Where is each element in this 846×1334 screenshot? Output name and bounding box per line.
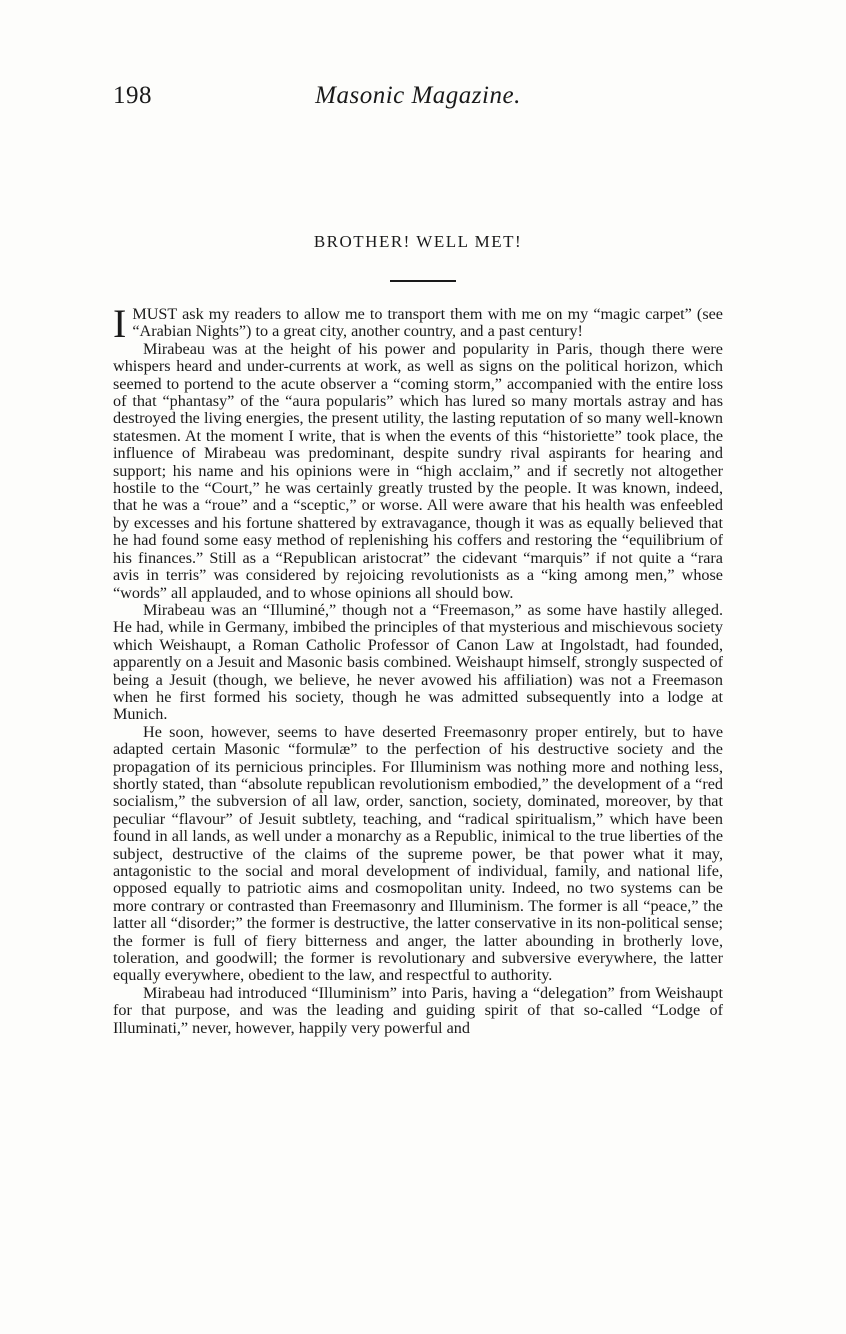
running-title: Masonic Magazine. (315, 82, 521, 109)
paragraph-5: Mirabeau had introduced “Illuminism” into Paris, having a “delegation” from Weishaupt for that purpose, and was the leading and guiding spirit of that so-called “Lodge of Illuminati,” never, however, happily very powerful and (113, 983, 723, 1037)
page-number: 198 (113, 82, 152, 109)
article-title: BROTHER! WELL MET! (313, 232, 523, 251)
drop-cap: I (113, 301, 127, 346)
paragraph-2: Mirabeau was at the height of his power and popularity in Paris, though there were whispers heard and under-currents at work, as well as signs on the political horizon, which seemed to portend to the acute observer a “coming storm,” accompanied with the entire loss of that “phantasy” of the “aura popularis” which has lured so many mortals astray and has destroyed the living energies, the present utility, the lasting reputation of so many well-known statesmen. At the moment I write, that is when the events of this “historiette” took place, the influence of Mirabeau was predominant, despite sundry rival aspirants for hearing and support; his name and his opinions were in “high acclaim,” and if secretly not altogether hostile to the “Court,” he was certainly greatly trusted by the people. It was known, indeed, that he was a “roue” and a “sceptic,” or worse. All were aware that his health was enfeebled by excesses and his fortune shattered by extravagance, though it was as equally believed that he had found some easy method of replenishing his coffers and restoring the “equilibrium of his finances.” Still as a “Republican aristocrat” the cidevant “marquis” if not quite a “rara avis in terris” was considered by rejoicing revolutionists as a “king among men,” whose “words” all applauded, and to whose opinions all should bow. (113, 339, 723, 602)
page-header (113, 82, 723, 122)
paragraph-1 (113, 301, 723, 346)
title-rule (390, 280, 456, 282)
paragraph-3: Mirabeau was an “Illuminé,” though not a “Freemason,” as some have hastily alleged. He had, while in Germany, imbibed the principles of that mysterious and mischievous society which Weishaupt, a Roman Catholic Professor of Canon Law at Ingolstadt, had founded, apparently on a Jesuit and Masonic basis combined. Weishaupt himself, strongly suspected of being a Jesuit (though, we believe, he never avowed his affiliation) was not a Freemason when he first formed his society, though he was admitted subsequently into a lodge at Munich. (113, 600, 723, 724)
paragraph-1-text: MUST ask my readers to allow me to transport them with me on my “magic carpet” (see “Arabian Nights”) to a great city, another country, and a past century! (132, 305, 723, 341)
article-body (113, 301, 723, 1037)
paragraph-4: He soon, however, seems to have deserted Freemasonry proper entirely, but to have adapted certain Masonic “formulæ” to the perfection of his destructive society and the propagation of its pernicious principles. For Illuminism was nothing more and nothing less, shortly stated, than “absolute republican revolutionism embodied,” the development of a “red socialism,” the subversion of all law, order, sanction, society, dominated, moreover, by that peculiar “flavour” of Jesuit subtlety, teaching, and “radical spiritualism,” which have been found in all lands, as well under a monarchy as a Republic, inimical to the true liberties of the subject, destructive of the claims of the supreme power, be that power what it may, antagonistic to the social and moral development of individual, family, and national life, opposed equally to patriotic aims and cosmopolitan unity. Indeed, no two systems can be more contrary or contrasted than Freemasonry and Illuminism. The former is all “peace,” the latter all “disorder;” the former is destructive, the latter conservative in its non-political sense; the former is full of fiery bitterness and anger, the latter abounding in brotherly love, toleration, and goodwill; the former is revolutionary and subversive everywhere, the latter equally everywhere, obedient to the law, and respectful to authority. (113, 722, 723, 985)
